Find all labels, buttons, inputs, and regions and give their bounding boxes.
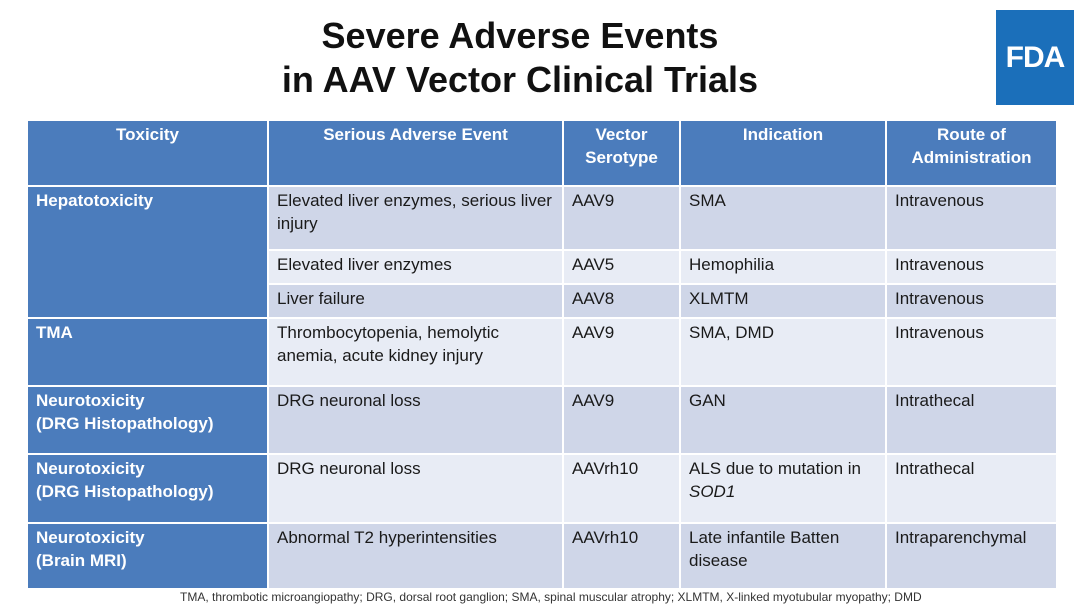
- serotype-cell: AAV9: [563, 186, 680, 250]
- table-row: [27, 318, 1057, 386]
- route-cell: Intraparenchymal: [886, 523, 1057, 589]
- event-cell: DRG neuronal loss: [268, 386, 563, 454]
- route-cell: Intrathecal: [886, 386, 1057, 454]
- table-row: [27, 523, 1057, 589]
- fda-logo: [996, 10, 1074, 105]
- header-vector-serotype: Vector Serotype: [563, 120, 680, 186]
- table-row: [27, 386, 1057, 454]
- footnote: TMA, thrombotic microangiopathy; DRG, dorsal root ganglion; SMA, spinal muscular atrophy; XLMTM, X-linked myotubular myopathy; DMD: [180, 590, 922, 604]
- route-cell: Intravenous: [886, 186, 1057, 250]
- header-adverse-event: Serious Adverse Event: [268, 120, 563, 186]
- serotype-cell: AAV8: [563, 284, 680, 318]
- indication-cell: XLMTM: [680, 284, 886, 318]
- serotype-cell: AAV9: [563, 386, 680, 454]
- title-line-2: in AAV Vector Clinical Trials: [281, 59, 759, 100]
- fda-logo-text: FDA: [1005, 40, 1065, 74]
- serotype-cell: AAV9: [563, 318, 680, 386]
- header-indication: Indication: [680, 120, 886, 186]
- event-cell: Liver failure: [268, 284, 563, 318]
- indication-cell: Hemophilia: [680, 250, 886, 284]
- route-cell: Intravenous: [886, 250, 1057, 284]
- toxicity-cell: TMA: [27, 318, 268, 386]
- event-cell: Thrombocytopenia, hemolytic anemia, acute kidney injury: [268, 318, 563, 386]
- route-cell: Intravenous: [886, 318, 1057, 386]
- serotype-cell: AAVrh10: [563, 454, 680, 523]
- toxicity-cell: Hepatotoxicity: [27, 186, 268, 318]
- indication-cell: SMA: [680, 186, 886, 250]
- title-line-1: Severe Adverse Events: [321, 15, 719, 56]
- serotype-cell: AAV5: [563, 250, 680, 284]
- route-cell: Intrathecal: [886, 454, 1057, 523]
- serotype-cell: AAVrh10: [563, 523, 680, 589]
- route-cell: Intravenous: [886, 284, 1057, 318]
- gene-name: SOD1: [689, 482, 736, 501]
- adverse-events-table: [26, 119, 1058, 590]
- event-cell: Elevated liver enzymes, serious liver injury: [268, 186, 563, 250]
- page-title: [0, 14, 1040, 102]
- indication-cell: ALS due to mutation in SOD1: [680, 454, 886, 523]
- indication-cell: GAN: [680, 386, 886, 454]
- event-cell: Elevated liver enzymes: [268, 250, 563, 284]
- header-route: Route of Administration: [886, 120, 1057, 186]
- header-toxicity: Toxicity: [27, 120, 268, 186]
- table-row: [27, 454, 1057, 523]
- indication-cell: SMA, DMD: [680, 318, 886, 386]
- toxicity-cell: Neurotoxicity (Brain MRI): [27, 523, 268, 589]
- toxicity-cell: Neurotoxicity (DRG Histopathology): [27, 454, 268, 523]
- indication-cell: Late infantile Batten disease: [680, 523, 886, 589]
- event-cell: Abnormal T2 hyperintensities: [268, 523, 563, 589]
- table-header-row: [27, 120, 1057, 186]
- toxicity-cell: Neurotoxicity (DRG Histopathology): [27, 386, 268, 454]
- table-row: [27, 186, 1057, 250]
- event-cell: DRG neuronal loss: [268, 454, 563, 523]
